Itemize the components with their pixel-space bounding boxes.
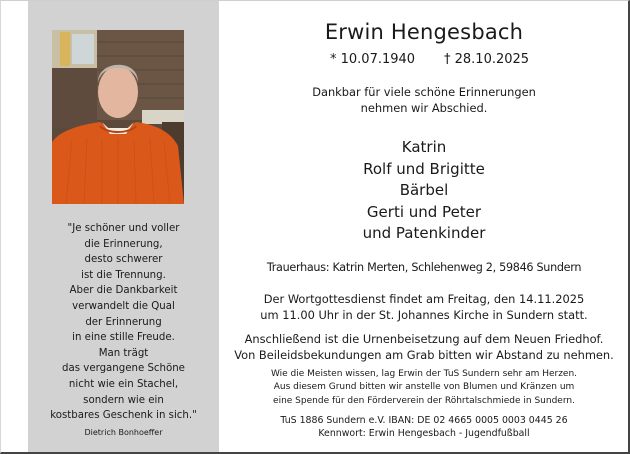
quote-line: Man trägt (98, 347, 149, 359)
sidebar-panel (28, 1, 219, 452)
quote-line: der Erinnerung (85, 316, 162, 328)
death-date: † 28.10.2025 (444, 52, 530, 67)
family-member: und Patenkinder (362, 224, 486, 242)
text-line: um 11.00 Uhr in der St. Johannes Kirche in Sundern statt. (260, 308, 588, 322)
iban-line: TuS 1886 Sundern e.V. IBAN: DE 02 4665 0005 0003 0445 26 (280, 415, 568, 426)
text-line: Aus diesem Grund bitten wir anstelle von Blumen und Kränzen um (273, 382, 575, 393)
text-line: Von Beileidsbekundungen am Grab bitten wir Abstand zu nehmen. (234, 348, 614, 362)
farewell-text (220, 84, 628, 116)
service-info (220, 291, 628, 323)
portrait-image (52, 30, 184, 204)
burial-info (220, 331, 628, 363)
deceased-name: Erwin Hengesbach (324, 20, 524, 44)
quote-line: kostbares Geschenk in sich." (50, 410, 197, 422)
family-member: Bärbel (399, 181, 449, 199)
text-line: Anschließend ist die Urnenbeisetzung auf dem Neuen Friedhof. (244, 332, 604, 346)
quote-line: nicht wie ein Stachel, (68, 378, 179, 390)
family-member: Gerti und Peter (366, 202, 482, 221)
family-member: Rolf und Brigitte (363, 159, 485, 178)
bonhoeffer-quote (28, 221, 219, 424)
family-list (220, 137, 628, 245)
quote-line: ist die Trennung. (81, 269, 166, 281)
reference-line: Kennwort: Erwin Hengesbach - Jugendfußball (318, 428, 530, 440)
text-line: Dankbar für viele schöne Erinnerungen (312, 85, 536, 99)
birth-date: * 10.07.1940 (330, 52, 416, 67)
portrait-photo (52, 30, 184, 204)
text-line: Der Wortgottesdienst findet am Freitag, den 14.11.2025 (263, 292, 585, 306)
quote-line: Aber die Dankbarkeit (69, 285, 178, 297)
quote-line: das vergangene Schöne (62, 363, 185, 375)
donation-request (220, 368, 628, 408)
text-line: eine Spende für den Förderverein der Röhrtalschmiede in Sundern. (273, 395, 575, 406)
quote-line: die Erinnerung, (84, 238, 163, 250)
text-line: Wie die Meisten wissen, lag Erwin der TuS Sundern sehr am Herzen. (270, 369, 578, 379)
family-member: Katrin (401, 138, 447, 156)
quote-line: sondern wie ein (83, 394, 164, 406)
quote-line: verwandelt die Qual (72, 300, 175, 312)
main-content (220, 0, 628, 452)
text-line: nehmen wir Abschied. (360, 101, 488, 115)
quote-author: Dietrich Bonhoeffer (84, 428, 163, 437)
bank-details (220, 414, 628, 441)
quote-line: desto schwerer (84, 254, 163, 266)
text-line: Trauerhaus: Katrin Merten, Schlehenweg 2, 59846 Sundern (266, 261, 582, 274)
quote-line: in eine stille Freude. (72, 332, 175, 344)
quote-line: "Je schöner und voller (67, 223, 180, 234)
mourning-house-address (220, 261, 628, 274)
